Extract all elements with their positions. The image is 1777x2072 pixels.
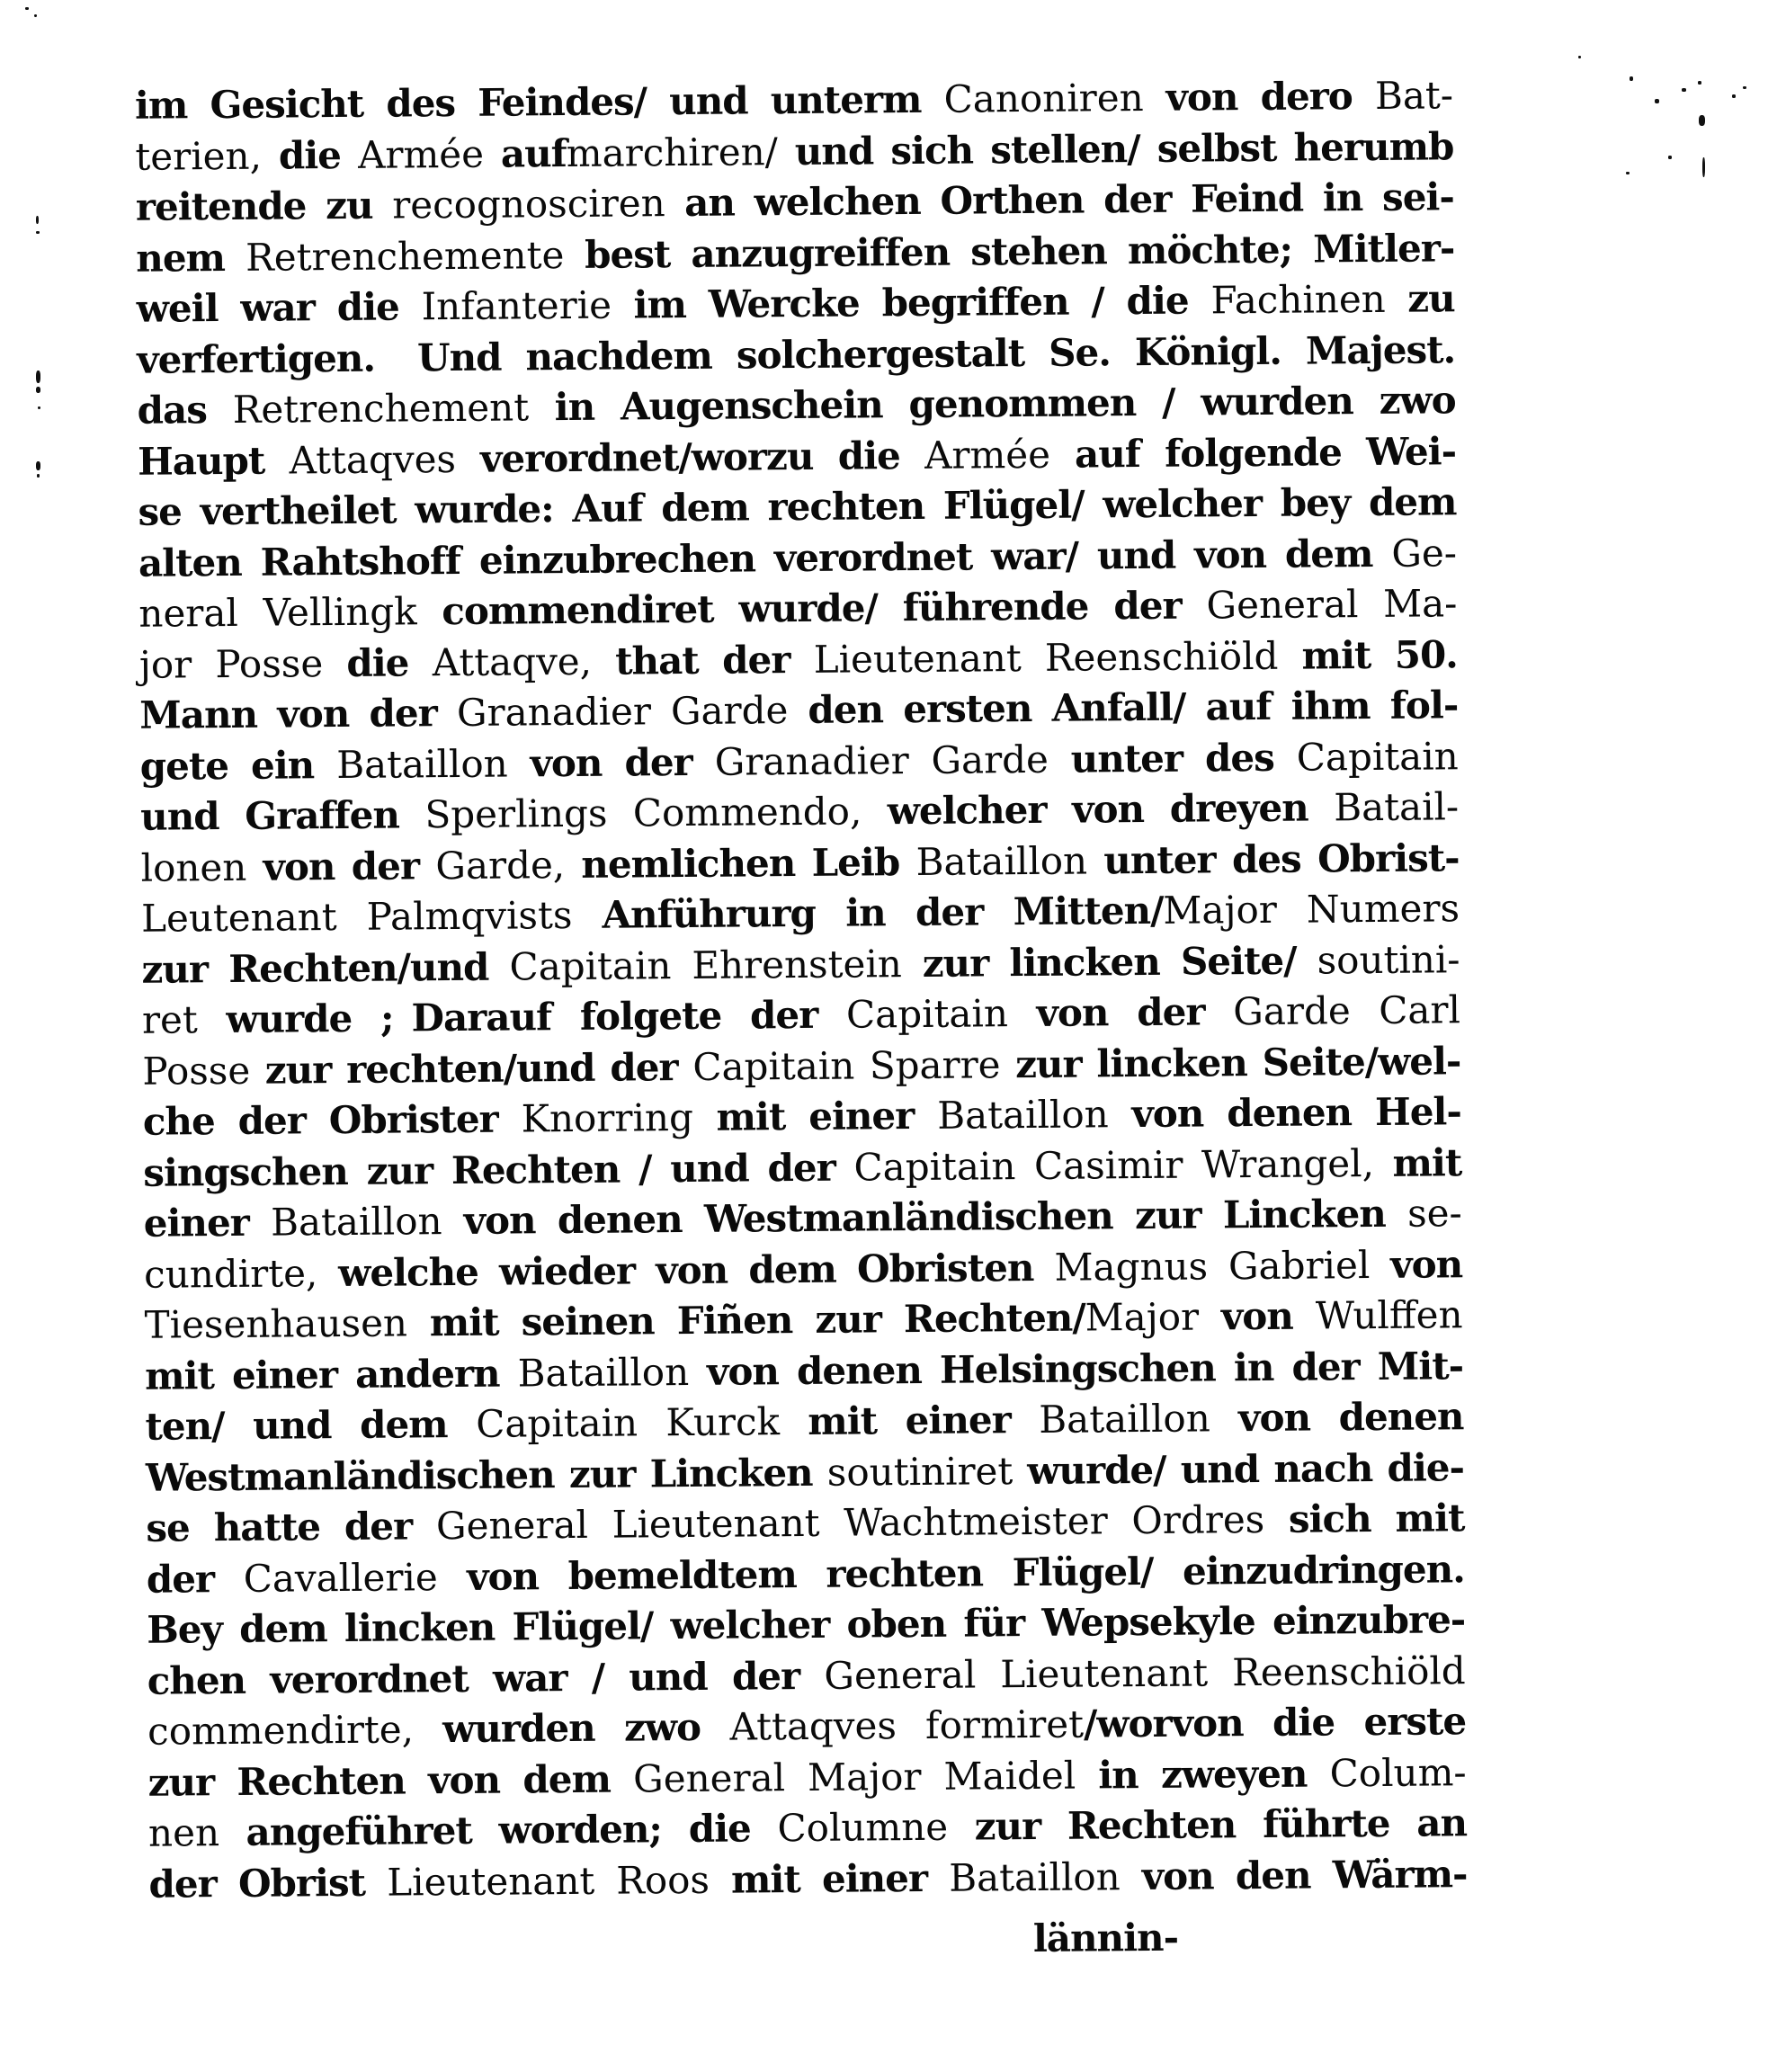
- fraktur-segment: weil war die: [136, 284, 422, 331]
- fraktur-segment: auf folgende Wei-: [1074, 428, 1457, 477]
- fraktur-segment: zur lincken Seite/wel-: [1014, 1038, 1461, 1086]
- fraktur-segment: von: [1389, 1241, 1463, 1287]
- fraktur-segment: von dero: [1165, 73, 1376, 120]
- fraktur-segment: Anführurg in der Mitten/: [602, 888, 1164, 937]
- fraktur-segment: einer: [143, 1200, 272, 1246]
- fraktur-segment: von bemeldtem rechten Flügel/ einzudringen.: [466, 1546, 1465, 1599]
- antiqua-segment: terien,: [135, 133, 280, 179]
- antiqua-segment: Attaqves: [289, 436, 481, 482]
- antiqua-segment: Infanterie: [421, 282, 634, 329]
- fraktur-segment: und sich stellen/ selbst herumb: [794, 123, 1454, 174]
- fraktur-segment: der: [146, 1556, 244, 1602]
- fraktur-segment: unter des Obrist-: [1103, 835, 1460, 882]
- fraktur-segment: best anzugreiffen stehen möchte; Mitler-: [584, 225, 1455, 277]
- antiqua-segment: Leutenant Palmqvists: [140, 892, 603, 941]
- antiqua-segment: Capitain Ehrenstein: [509, 941, 923, 989]
- fraktur-segment: das: [137, 387, 233, 433]
- fraktur-segment: verfertigen. Und nachdem solchergestalt Se. Königl. Majest.: [137, 326, 1456, 382]
- antiqua-segment: marchiren/: [566, 129, 795, 175]
- antiqua-segment: Bataillon: [517, 1349, 708, 1395]
- fraktur-segment: mit seinen Fiñen zur Rechten/: [429, 1295, 1085, 1345]
- scan-speckle: [36, 231, 40, 234]
- antiqua-segment: Granadier Garde: [456, 687, 808, 735]
- fraktur-segment: an welchen Orthen der Feind in sei-: [683, 174, 1455, 225]
- antiqua-segment: ret: [141, 997, 227, 1042]
- fraktur-segment: auf: [500, 130, 567, 176]
- fraktur-segment: sich mit: [1288, 1496, 1465, 1541]
- antiqua-segment: soutini-: [1317, 936, 1460, 982]
- scan-speckle: [36, 371, 40, 383]
- antiqua-segment: General Ma-: [1206, 581, 1458, 628]
- fraktur-segment: chen verordnet war / und der: [147, 1653, 825, 1703]
- body-lines: [135, 70, 1468, 1909]
- scan-speckle: [1630, 76, 1633, 81]
- fraktur-segment: der Obrist: [148, 1860, 388, 1907]
- fraktur-segment: von der: [530, 739, 715, 785]
- scan-speckle: [1655, 99, 1659, 103]
- antiqua-segment: Magnus Gabriel: [1054, 1242, 1391, 1290]
- catchword: lännin-: [1032, 1915, 1179, 1961]
- antiqua-segment: Ge-: [1391, 530, 1458, 576]
- antiqua-segment: Major: [1085, 1294, 1222, 1340]
- antiqua-segment: Batail-: [1334, 784, 1460, 830]
- scan-speckle: [1682, 88, 1686, 92]
- fraktur-segment: that der: [614, 637, 814, 683]
- antiqua-segment: General Lieutenant Reenschiöld: [824, 1648, 1466, 1698]
- antiqua-segment: General Lieutenant Wachtmeister Ordres: [435, 1496, 1290, 1549]
- antiqua-segment: Capitain: [1296, 733, 1459, 780]
- fraktur-segment: zur Rechten von dem: [147, 1755, 634, 1805]
- scan-speckle: [34, 14, 37, 17]
- antiqua-segment: soutiniret: [826, 1448, 1028, 1495]
- antiqua-segment: Columne: [777, 1804, 975, 1851]
- scan-speckle: [36, 387, 40, 393]
- antiqua-segment: Armée: [357, 131, 502, 177]
- fraktur-segment: /worvon die erste: [1083, 1699, 1467, 1746]
- antiqua-segment: se-: [1406, 1191, 1462, 1236]
- fraktur-segment: zur Rechten/und: [141, 944, 510, 992]
- antiqua-segment: Lieutenant Reenschiöld: [813, 633, 1302, 682]
- fraktur-segment: im Wercke begriffen / die: [633, 278, 1211, 327]
- fraktur-segment: von denen: [1237, 1394, 1464, 1441]
- fraktur-segment: mit einer: [730, 1855, 950, 1902]
- antiqua-segment: Fachinen: [1210, 276, 1408, 323]
- antiqua-segment: Garde,: [435, 842, 582, 888]
- fraktur-segment: im Gesicht des Feindes/ und unterm: [134, 76, 944, 128]
- antiqua-segment: Attaqve,: [432, 639, 616, 684]
- antiqua-segment: Bataillon: [937, 1092, 1132, 1138]
- fraktur-segment: die: [346, 639, 433, 685]
- fraktur-segment: wurden zwo: [442, 1704, 730, 1752]
- antiqua-segment: nen: [147, 1809, 246, 1855]
- antiqua-segment: Wulffen: [1315, 1292, 1463, 1338]
- antiqua-segment: lonen: [140, 844, 263, 890]
- fraktur-segment: zur Rechten führte an: [974, 1800, 1468, 1849]
- fraktur-segment: in zweyen: [1098, 1750, 1330, 1797]
- antiqua-segment: Posse: [142, 1048, 265, 1094]
- antiqua-segment: Bataillon: [915, 837, 1104, 884]
- antiqua-segment: Capitain Casimir Wrangel,: [853, 1140, 1393, 1190]
- fraktur-segment: Bey dem lincken Flügel/ welcher oben für Wepsekyle einzubre-: [147, 1597, 1466, 1652]
- fraktur-segment: mit: [1392, 1139, 1462, 1185]
- antiqua-segment: Retrenchemente: [245, 232, 585, 280]
- fraktur-segment: reitende zu: [135, 183, 393, 229]
- antiqua-segment: cundirte,: [143, 1250, 339, 1297]
- fraktur-segment: welcher von dreyen: [887, 785, 1335, 834]
- antiqua-segment: jor Posse: [138, 640, 347, 687]
- fraktur-segment: zur rechten/und der: [264, 1044, 693, 1093]
- scan-speckle: [38, 406, 40, 409]
- antiqua-segment: Garde Carl: [1233, 987, 1461, 1034]
- fraktur-segment: Westmanländischen zur Lincken: [145, 1450, 828, 1500]
- antiqua-segment: Bataillon: [336, 740, 531, 787]
- antiqua-segment: Lieutenant Roos: [387, 1857, 732, 1905]
- antiqua-segment: Armée: [924, 432, 1076, 478]
- scan-speckle: [1702, 157, 1705, 177]
- text-line: [148, 1849, 1467, 1910]
- scan-speckle: [1743, 86, 1746, 89]
- antiqua-segment: Cavallerie: [243, 1554, 468, 1601]
- fraktur-segment: von der: [1036, 989, 1234, 1035]
- fraktur-segment: von den Wärm-: [1141, 1851, 1468, 1898]
- antiqua-segment: Major Numers: [1163, 886, 1460, 933]
- antiqua-segment: neral Vellingk: [138, 589, 442, 636]
- fraktur-segment: che der Obrister: [142, 1096, 522, 1144]
- scan-speckle: [1626, 172, 1630, 174]
- text-block: [135, 70, 1468, 1971]
- fraktur-segment: wurde/ und nach die-: [1027, 1444, 1465, 1493]
- catchword-row: [149, 1910, 1468, 1971]
- fraktur-segment: von denen Helsingschen in der Mit-: [706, 1343, 1464, 1394]
- fraktur-segment: in Augenschein genommen / wurden zwo: [554, 378, 1456, 430]
- antiqua-segment: Knorring: [521, 1094, 717, 1141]
- antiqua-segment: Bataillon: [270, 1198, 464, 1245]
- fraktur-segment: nemlichen Leib: [581, 839, 916, 887]
- scan-speckle: [1699, 115, 1705, 126]
- fraktur-segment: mit einer: [716, 1093, 938, 1139]
- fraktur-segment: von denen Hel-: [1131, 1089, 1462, 1137]
- fraktur-segment: ten/ und dem: [145, 1401, 477, 1449]
- fraktur-segment: se hatte der: [146, 1504, 437, 1550]
- antiqua-segment: commendirte,: [147, 1707, 443, 1754]
- antiqua-segment: Capitain Kurck: [476, 1398, 808, 1446]
- fraktur-segment: mit einer: [808, 1397, 1040, 1443]
- antiqua-segment: Bataillon: [949, 1853, 1142, 1900]
- fraktur-segment: den ersten Anfall/ auf ihm fol-: [808, 683, 1459, 732]
- scan-speckle: [1668, 156, 1672, 159]
- fraktur-segment: welche wieder von dem Obristen: [337, 1245, 1055, 1295]
- scan-speckle: [1732, 94, 1736, 98]
- antiqua-segment: Canoniren: [943, 75, 1166, 121]
- antiqua-segment: General Major Maidel: [632, 1752, 1099, 1800]
- scan-speckle: [1698, 81, 1701, 85]
- fraktur-segment: unter des: [1070, 735, 1297, 781]
- fraktur-segment: alten Rahtshoff einzubrechen verordnet war/ und von dem: [138, 531, 1392, 585]
- fraktur-segment: zu: [1407, 276, 1455, 321]
- fraktur-segment: se vertheilet wurde: Auf dem rechten Flügel/ welcher bey dem: [138, 479, 1457, 534]
- fraktur-segment: nem: [136, 235, 246, 281]
- antiqua-segment: Capitain Sparre: [692, 1041, 1016, 1089]
- antiqua-segment: Sperlings Commendo,: [424, 789, 888, 837]
- antiqua-segment: Retrenchement: [232, 385, 555, 432]
- fraktur-segment: von: [1220, 1293, 1317, 1339]
- antiqua-segment: Bataillon: [1039, 1396, 1239, 1442]
- fraktur-segment: verordnet/worzu die: [479, 433, 925, 481]
- antiqua-segment: Colum-: [1329, 1749, 1467, 1795]
- antiqua-segment: Granadier Garde: [714, 737, 1071, 784]
- fraktur-segment: angeführet worden; die: [246, 1806, 778, 1854]
- fraktur-segment: Mann von der: [139, 690, 458, 737]
- fraktur-segment: zur lincken Seite/: [922, 937, 1317, 986]
- fraktur-segment: von der: [263, 843, 436, 889]
- fraktur-segment: und Graffen: [140, 792, 425, 839]
- antiqua-segment: Bat-: [1374, 73, 1454, 118]
- fraktur-segment: gete ein: [139, 742, 337, 789]
- antiqua-segment: recognosciren: [392, 180, 685, 228]
- fraktur-segment: von denen Westmanländischen zur Lincken: [463, 1191, 1408, 1243]
- scan-speckle: [37, 474, 40, 478]
- fraktur-segment: commendiret wurde/ führende der: [442, 583, 1207, 634]
- fraktur-segment: Haupt: [137, 437, 290, 484]
- fraktur-segment: singschen zur Rechten / und der: [143, 1145, 854, 1195]
- fraktur-segment: mit 50.: [1301, 631, 1459, 678]
- scan-speckle: [1578, 56, 1581, 58]
- fraktur-segment: wurde ; Darauf folgete der: [226, 992, 847, 1042]
- fraktur-segment: die: [278, 132, 359, 178]
- antiqua-segment: Capitain: [845, 990, 1037, 1037]
- scan-speckle: [36, 461, 40, 470]
- fraktur-segment: mit einer andern: [144, 1350, 518, 1398]
- antiqua-segment: Tiesenhausen: [144, 1300, 430, 1347]
- scan-speckle: [36, 216, 39, 224]
- scan-speckle: [25, 7, 29, 10]
- antiqua-segment: Attaqves formiret: [729, 1701, 1085, 1749]
